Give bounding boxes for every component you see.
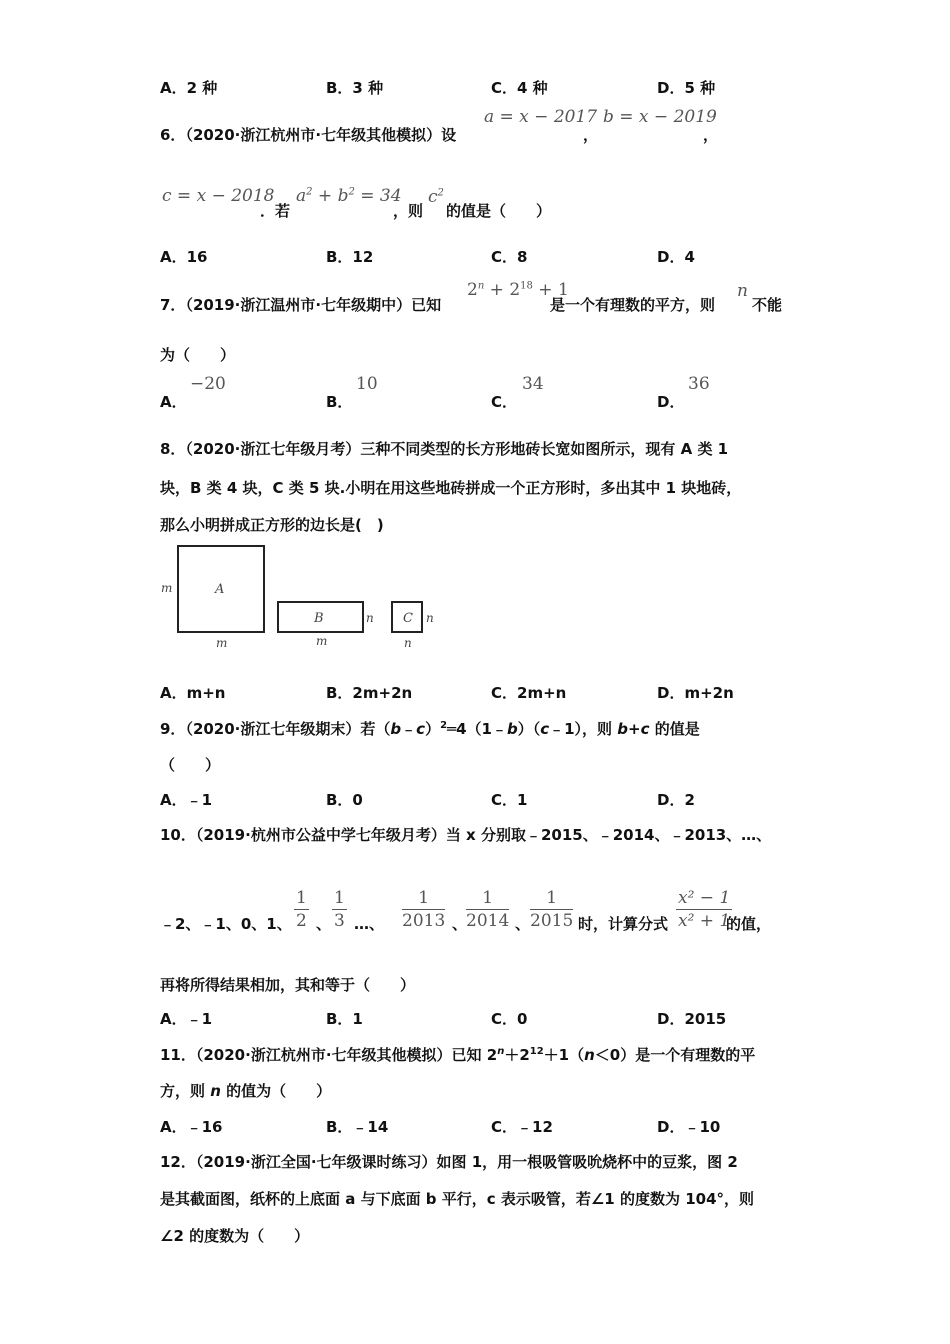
q6-option-a: A．16 bbox=[160, 248, 208, 266]
q6-a-expression: a = x − 2017 bbox=[484, 107, 598, 127]
q8-option-c: C．2m+n bbox=[491, 684, 567, 702]
q10-expression: $\frac{\text{x² − 1}}{\text{x² + 1}}$ bbox=[678, 888, 731, 931]
q6-comma-1: ， bbox=[583, 126, 599, 144]
q10-sep-1: 、 bbox=[316, 915, 332, 933]
q6-tail: 的值是（ ） bbox=[446, 202, 552, 220]
q7-option-d-value: 36 bbox=[688, 374, 710, 394]
q7-option-b-value: 10 bbox=[356, 374, 378, 394]
q10-line1: 10．（2019·杭州市公益中学七年级月考）当 x 分别取﹣2015、﹣2014、﹣2013、…、 bbox=[160, 826, 772, 844]
tile-b-bottom-m: m bbox=[316, 634, 328, 648]
q6-c-squared: $c^2$ bbox=[428, 187, 444, 207]
q6-number: 6． bbox=[160, 126, 186, 144]
q5-option-d: D．5 种 bbox=[657, 79, 716, 97]
tile-a-side-m: m bbox=[161, 581, 173, 595]
q10-when-text: 时，计算分式 bbox=[578, 915, 669, 933]
q7-mid-text: 是一个有理数的平方，则 bbox=[550, 296, 716, 314]
tile-a-label: A bbox=[215, 582, 225, 597]
tile-a-bottom-m: m bbox=[216, 636, 228, 650]
q9-line2: （ ） bbox=[160, 756, 221, 774]
q7-option-a-value: −20 bbox=[190, 374, 226, 394]
q11-option-a: A．﹣16 bbox=[160, 1118, 223, 1136]
q11-option-c: C．﹣12 bbox=[491, 1118, 553, 1136]
q6-condition: $a^2 + b^2 = 34$ bbox=[296, 186, 402, 206]
tile-b-label: B bbox=[314, 611, 324, 626]
q10-frac-2014: $\frac{1}{2014}$ bbox=[466, 888, 510, 931]
q8-option-b: B．2m+2n bbox=[326, 684, 413, 702]
q6-option-c: C．8 bbox=[491, 248, 528, 266]
q6-if-text: ．若 bbox=[260, 202, 291, 220]
q8-tile-figure bbox=[155, 540, 445, 655]
q10-frac-2013: $\frac{1}{2013}$ bbox=[402, 888, 446, 931]
q7-end-text: 不能 bbox=[752, 296, 783, 314]
q7-option-b-letter: B． bbox=[326, 393, 353, 411]
q10-ellipsis: …、 bbox=[354, 915, 385, 933]
q6-c-expression: c = x − 2018 bbox=[162, 186, 275, 206]
q8-option-d: D．m+2n bbox=[657, 684, 734, 702]
q12-line2: 是其截面图，纸杯的上底面 a 与下底面 b 平行，c 表示吸管，若∠1 的度数为 104°，则 bbox=[160, 1190, 755, 1208]
q10-option-b: B．1 bbox=[326, 1010, 363, 1028]
q11-option-b: B．﹣14 bbox=[326, 1118, 389, 1136]
tile-c-bottom-n: n bbox=[404, 636, 412, 650]
q10-line3: 再将所得结果相加，其和等于（ ） bbox=[160, 976, 416, 994]
q10-frac-2015: $\frac{1}{2015}$ bbox=[530, 888, 574, 931]
q5-option-b: B．3 种 bbox=[326, 79, 384, 97]
tile-c-side-n: n bbox=[426, 611, 434, 625]
q11-line1: 11．（2020·浙江杭州市·七年级其他模拟）已知 $2^n+2^{12}+1(n<0)$是一个有理数的平 bbox=[160, 1046, 756, 1064]
q6-then-text: ，则 bbox=[393, 202, 424, 220]
q9-option-a: A．﹣1 bbox=[160, 791, 213, 809]
tile-b-side-n: n bbox=[366, 611, 374, 625]
tile-c-label: C bbox=[403, 611, 413, 626]
q10-option-c: C．0 bbox=[491, 1010, 528, 1028]
q11-option-d: D．﹣10 bbox=[657, 1118, 721, 1136]
q5-option-a: A．2 种 bbox=[160, 79, 218, 97]
q6-b-expression: b = x − 2019 bbox=[603, 107, 717, 127]
q7-option-c-value: 34 bbox=[522, 374, 544, 394]
q5-option-c: C．4 种 bbox=[491, 79, 548, 97]
q9-option-c: C．1 bbox=[491, 791, 528, 809]
q7-option-d-letter: D． bbox=[657, 393, 685, 411]
q10-option-a: A．﹣1 bbox=[160, 1010, 213, 1028]
q7-option-c-letter: C． bbox=[491, 393, 518, 411]
q10-value-text: 的值， bbox=[726, 915, 772, 933]
q6-option-b: B．12 bbox=[326, 248, 374, 266]
q6-stem bbox=[160, 124, 456, 145]
q10-sep-3: 、 bbox=[515, 915, 531, 933]
q10-sep-2: 、 bbox=[452, 915, 468, 933]
q6-comma-2: ， bbox=[703, 126, 719, 144]
q8-line3: 那么小明拼成正方形的边长是( ) bbox=[160, 516, 384, 534]
q7-option-a-letter: A． bbox=[160, 393, 187, 411]
q6-option-d: D．4 bbox=[657, 248, 695, 266]
q10-frac-half: $\frac{1}{2}$ bbox=[296, 888, 307, 931]
q8-line1: 8．（2020·浙江七年级月考）三种不同类型的长方形地砖长宽如图所示，现有 A 类 1 bbox=[160, 440, 729, 458]
q7-expression: $2^n + 2^{18} + 1$ bbox=[467, 280, 569, 300]
q11-line2: 方，则 n 的值为（ ） bbox=[160, 1082, 332, 1100]
q8-option-a: A．m+n bbox=[160, 684, 226, 702]
q10-option-d: D．2015 bbox=[657, 1010, 727, 1028]
q12-line3: ∠2 的度数为（ ） bbox=[160, 1227, 310, 1245]
q9-line1: 9．（2020·浙江七年级期末）若（b﹣c）$^2$═4（1﹣b）（c﹣1），则 b+c 的值是 bbox=[160, 720, 700, 738]
q9-option-d: D．2 bbox=[657, 791, 695, 809]
q8-line2: 块，B 类 4 块，C 类 5 块.小明在用这些地砖拼成一个正方形时，多出其中 1 块地砖， bbox=[160, 479, 742, 497]
q7-line2: 为（ ） bbox=[160, 346, 236, 364]
q12-line1: 12．（2019·浙江全国·七年级课时练习）如图 1，用一根吸管吸吮烧杯中的豆浆，图 2 bbox=[160, 1153, 738, 1171]
q10-frac-third: $\frac{1}{3}$ bbox=[334, 888, 345, 931]
q9-option-b: B．0 bbox=[326, 791, 363, 809]
q6-source: （2020·浙江杭州市·七年级其他模拟）设 bbox=[185, 126, 457, 144]
q7-n-symbol: n bbox=[737, 281, 748, 301]
q7-stem: 7．（2019·浙江温州市·七年级期中）已知 bbox=[160, 296, 442, 314]
q10-seq-start: ﹣2、﹣1、0、1、 bbox=[160, 915, 292, 933]
